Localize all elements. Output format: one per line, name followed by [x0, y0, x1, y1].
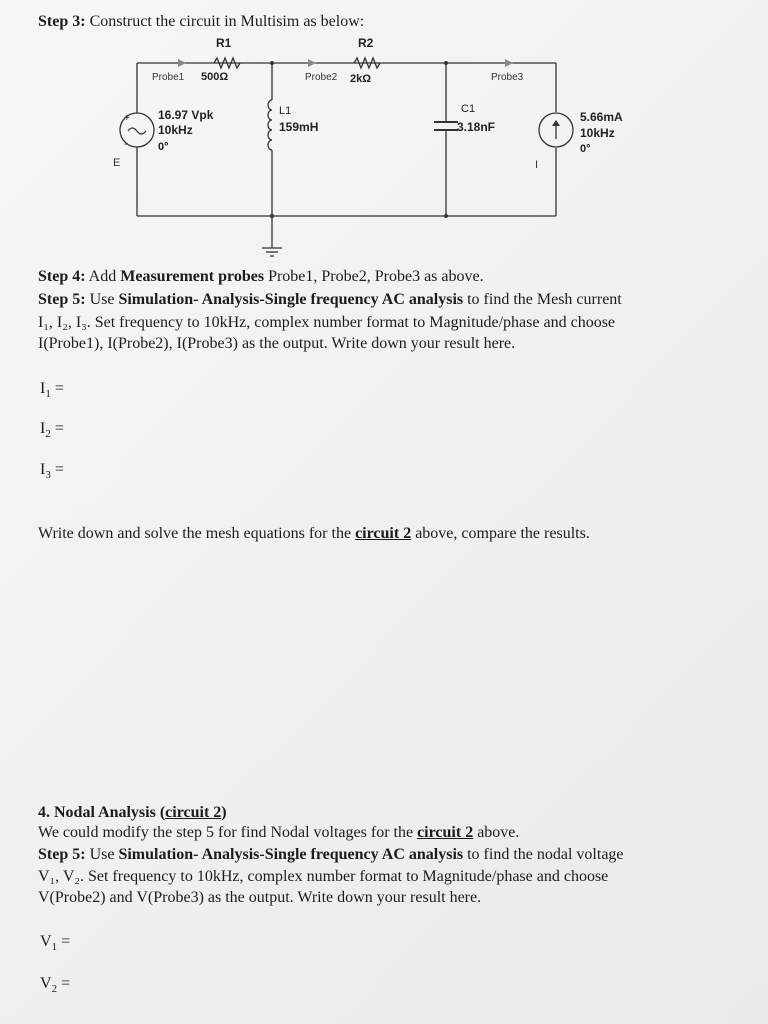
l1-name: L1: [279, 105, 292, 117]
c1-value: 3.18nF: [457, 120, 496, 134]
isrc-name: I: [535, 159, 539, 171]
nodal-t2: to find the nodal voltage: [463, 846, 624, 863]
probe3-arrow: [505, 59, 513, 67]
isrc-frequency: 10kHz: [580, 126, 615, 140]
ground-symbol: [262, 248, 282, 256]
probe2-arrow: [308, 59, 316, 67]
source-phase: 0°: [158, 141, 169, 153]
step5a-label: Step 5:: [38, 291, 86, 308]
step4-label: Step 4:: [38, 268, 86, 285]
nodal-heading: [38, 803, 227, 823]
nodal-line4: V(Probe2) and V(Probe3) as the output. Write down your result here.: [38, 889, 482, 906]
current-i2: $I_2$ =: [40, 420, 64, 441]
c1-name: C1: [461, 103, 476, 115]
r2-value: 2kΩ: [350, 73, 372, 85]
circuit-diagram: [0, 0, 768, 270]
nodal-line1: [38, 823, 519, 843]
nodal-heading-end: ): [221, 804, 227, 821]
nodal-heading-text: 4. Nodal Analysis (: [38, 804, 166, 821]
nodal-heading-link: circuit 2: [165, 804, 222, 821]
nodal-line2: [38, 845, 624, 865]
l1-value: 159mH: [279, 120, 319, 134]
step4-line: [38, 267, 484, 287]
nodal-step5-label: Step 5:: [38, 846, 86, 863]
step3-text: Construct the circuit in Multisim as below:: [85, 13, 365, 30]
step3-label: Step 3:: [38, 13, 86, 30]
source-voltage: 16.97 Vpk: [158, 108, 214, 122]
step5a-text2: to find the Mesh current: [463, 291, 622, 308]
step5a-line3: I(Probe1), I(Probe2), I(Probe3) as the output. Write down your result here.: [38, 335, 516, 352]
mesh-text2: above, compare the results.: [411, 525, 590, 542]
step5a-bold: Simulation- Analysis-Single frequency AC analysis: [118, 291, 464, 308]
source-name: E: [113, 157, 121, 169]
probe3-label: Probe3: [491, 72, 524, 83]
current-i1: $I_1$ =: [40, 380, 64, 401]
step4-bold: Measurement probes: [120, 268, 265, 285]
nodal-l1-link: circuit 2: [417, 824, 474, 841]
nodal-line3: V₁, V₂. Set frequency to 10kHz, complex number format to Magnitude/phase and choose: [38, 868, 609, 885]
current-i3: $I_3$ =: [40, 461, 64, 482]
l1-coil-symbol: [268, 100, 272, 150]
svg-text:+: +: [124, 113, 130, 124]
nodal-t1: Use: [85, 846, 119, 863]
r2-name: R2: [358, 36, 374, 50]
isrc-value: 5.66mA: [580, 110, 623, 124]
voltage-v1: $V_1$ =: [40, 933, 71, 954]
probe1-arrow: [178, 59, 186, 67]
nodal-l1b: above.: [473, 824, 520, 841]
probe2-label: Probe2: [305, 72, 338, 83]
mesh-text1: Write down and solve the mesh equations for the: [38, 525, 356, 542]
mesh-circuit-link: circuit 2: [355, 525, 412, 542]
step4-text2: Probe1, Probe2, Probe3 as above.: [264, 268, 484, 285]
probe1-label: Probe1: [152, 72, 185, 83]
step5a-line1: [38, 290, 622, 310]
step5a-text1: Use: [85, 291, 119, 308]
isrc-phase: 0°: [580, 143, 591, 155]
source-frequency: 10kHz: [158, 123, 193, 137]
step5a-line2: I₁, I₂, I₃. Set frequency to 10kHz, complex number format to Magnitude/phase and choose: [38, 314, 616, 331]
mesh-instruction: [38, 524, 590, 544]
nodal-bold: Simulation- Analysis-Single frequency AC analysis: [118, 846, 464, 863]
step4-text1: Add: [85, 268, 121, 285]
nodal-l1a: We could modify the step 5 for find Nodal voltages for the: [38, 824, 418, 841]
r1-name: R1: [216, 36, 232, 50]
voltage-v2: $V_2$ =: [40, 975, 71, 996]
r1-value: 500Ω: [201, 71, 229, 83]
svg-text:-: -: [124, 139, 128, 150]
